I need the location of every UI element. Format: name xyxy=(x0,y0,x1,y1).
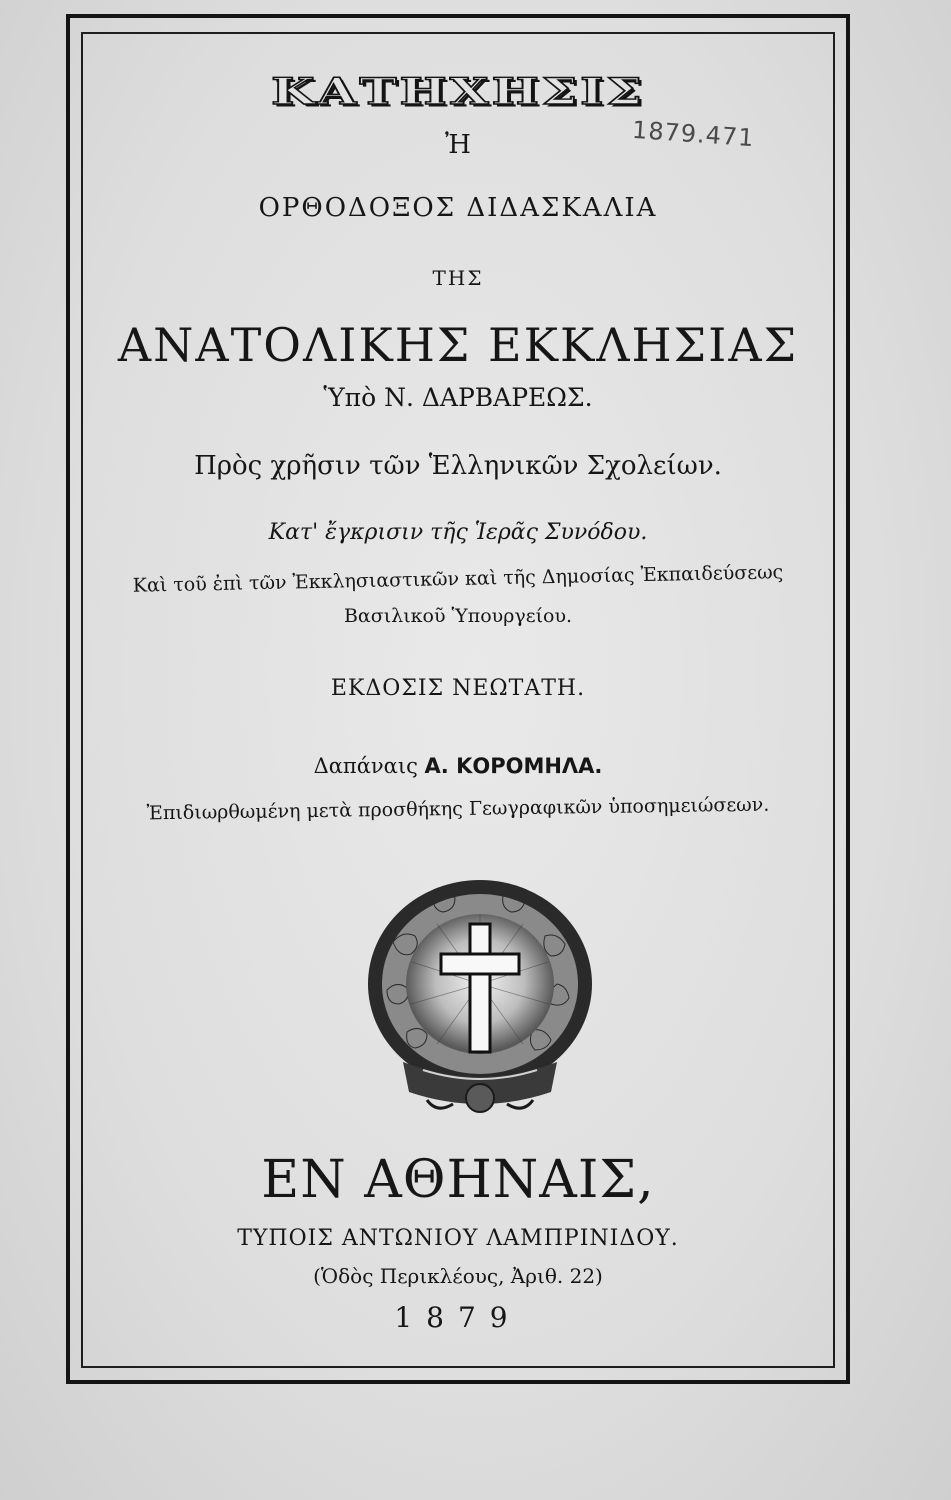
approval-line: Κατ' ἔγκρισιν τῆς Ἱερᾶς Συνόδου. xyxy=(268,520,648,545)
conjunction: Ἠ xyxy=(445,130,471,160)
expense-prefix: Δαπάναις xyxy=(313,754,418,778)
expense-name: Α. ΚΟΡΟΜΗΛΑ. xyxy=(424,754,603,778)
edition-line: ΕΚΔΟΣΙΣ ΝΕΩΤΑΤΗ. xyxy=(330,676,586,701)
subtitle: ΟΡΘΟΔΟΞΟΣ ΔΙΔΑΣΚΑΛΙΑ xyxy=(258,193,658,223)
handwritten-shelfmark: 1879.471 xyxy=(631,115,756,153)
place-of-publication: ΕΝ ΑΘΗΝΑΙΣ, xyxy=(261,1150,655,1210)
printer-line: ΤΥΠΟΙΣ ΑΝΤΩΝΙΟΥ ΛΑΜΠΡΙΝΙΔΟΥ. xyxy=(237,1226,679,1251)
book-title: ΚΑΤΗΧΗΣΙΣ xyxy=(271,70,645,113)
ministry-line-1: Καὶ τοῦ ἐπὶ τῶν Ἐκκλησιαστικῶν καὶ τῆς Δημοσίας Ἐκπαιδεύσεως xyxy=(132,561,784,597)
cross-wreath-emblem-icon xyxy=(363,872,597,1124)
purpose-line: Πρὸς χρῆσιν τῶν Ἑλληνικῶν Σχολείων. xyxy=(194,451,722,481)
article: ΤΗΣ xyxy=(432,266,484,290)
author-line: Ὑπὸ Ν. ΔΑΡΒΑΡΕΩΣ. xyxy=(323,383,593,412)
publication-year: 1879 xyxy=(394,1301,522,1334)
ministry-line-2: Βασιλικοῦ Ὑπουργείου. xyxy=(343,605,573,627)
revision-line: Ἐπιδιωρθωμένη μετὰ προσθήκης Γεωγραφικῶν ὑποσημειώσεων. xyxy=(146,793,770,825)
church-name: ΑΝΑΤΟΛΙΚΗΣ ΕΚΚΛΗΣΙΑΣ xyxy=(117,318,799,372)
address-line: (Ὁδὸς Περικλέους, Ἀριθ. 22) xyxy=(313,1264,603,1288)
expense-line xyxy=(81,754,835,778)
